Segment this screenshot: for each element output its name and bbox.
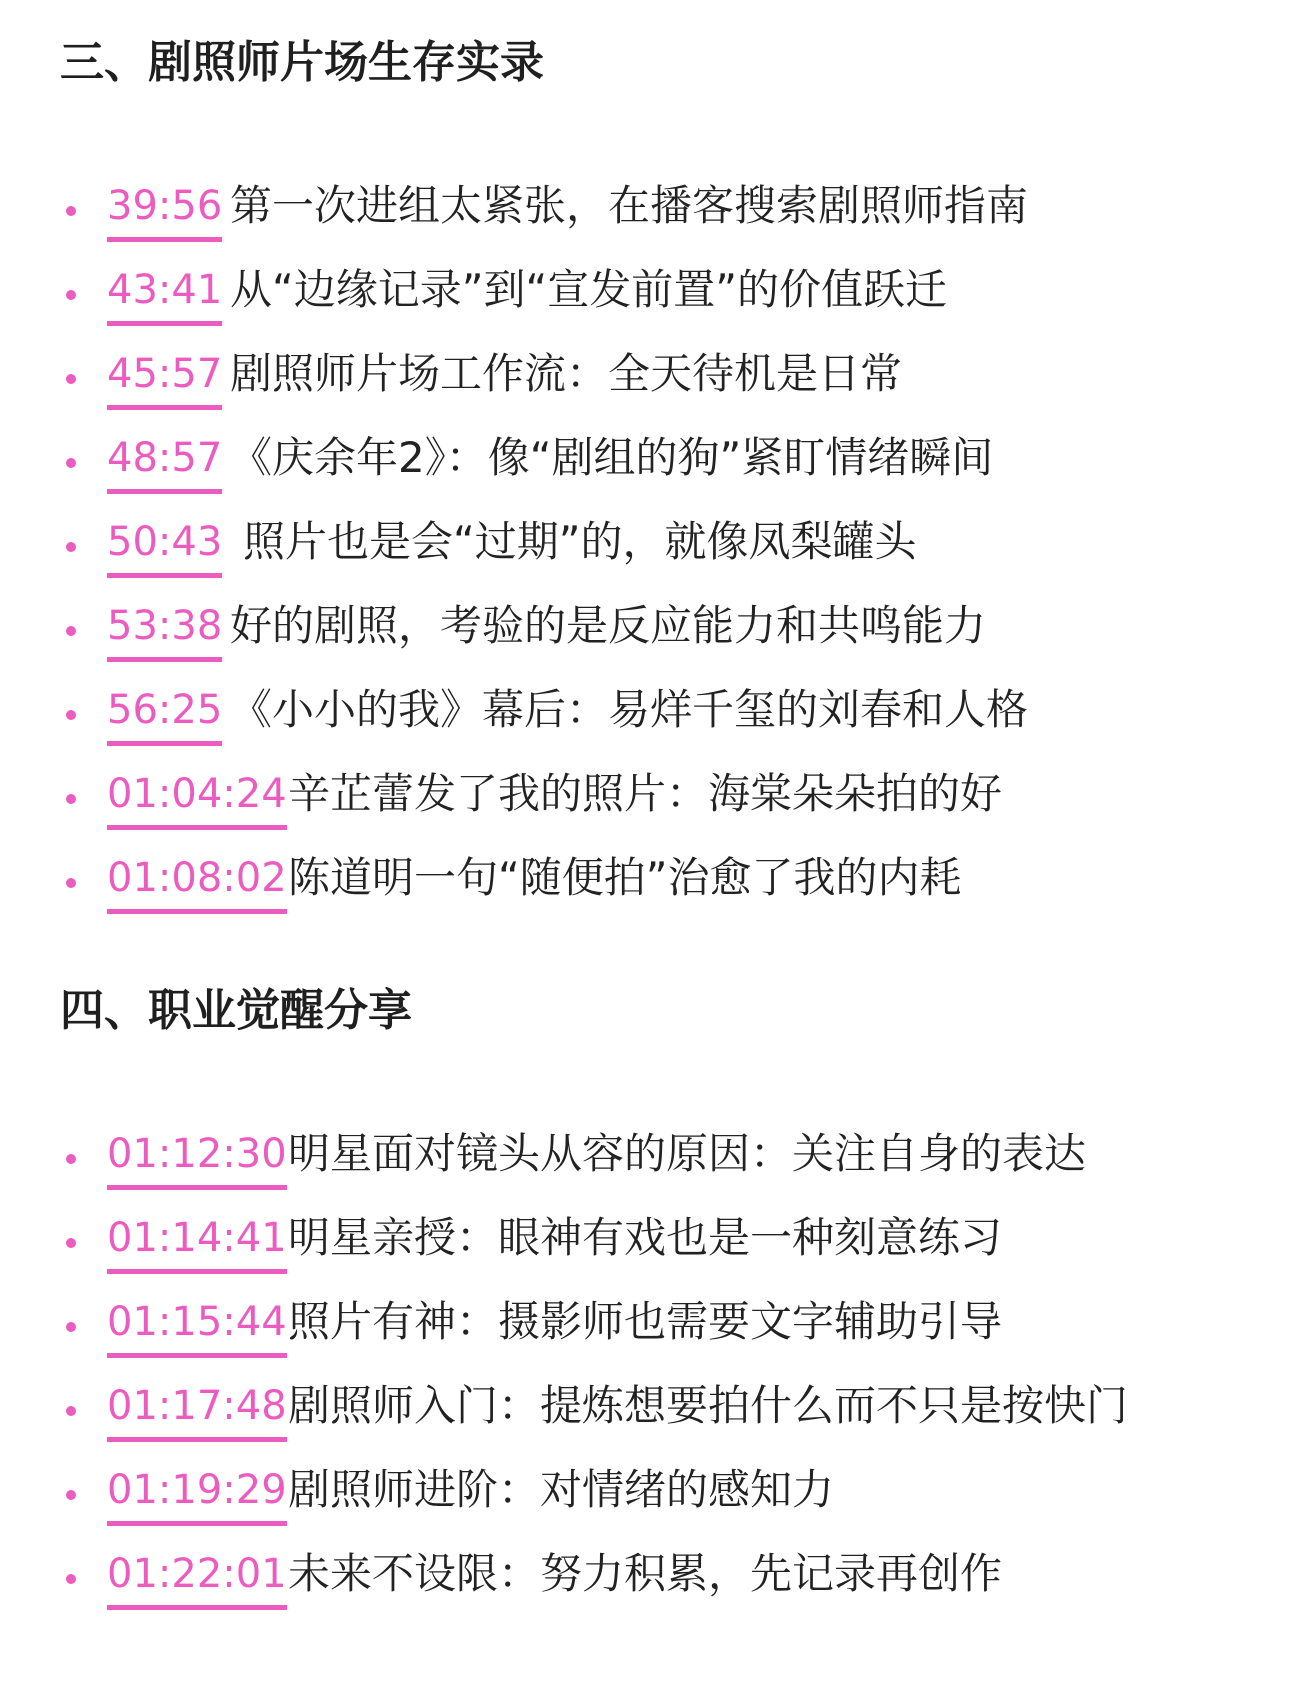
list-item	[0, 1294, 1290, 1378]
chapter-title: 从“边缘记录”到“宣发前置”的价值跃迁	[230, 265, 948, 314]
bullet-icon	[66, 1406, 76, 1416]
timestamp-link[interactable]: 53:38	[107, 598, 222, 662]
chapter-title: 明星亲授：眼神有戏也是一种刻意练习	[288, 1213, 1003, 1262]
chapter-title: 剧照师片场工作流：全天待机是日常	[230, 349, 903, 398]
timestamp-link[interactable]: 01:04:24	[107, 766, 287, 830]
chapter-title: 剧照师进阶：对情绪的感知力	[288, 1465, 835, 1514]
list-item	[0, 514, 1290, 598]
chapter-list	[0, 178, 1290, 934]
chapter-title: 《小小的我》幕后：易烊千玺的刘春和人格	[230, 685, 1029, 734]
timestamp-link[interactable]: 43:41	[107, 262, 222, 326]
bullet-icon	[66, 206, 76, 216]
timestamp-link[interactable]: 56:25	[107, 682, 222, 746]
timestamp-link[interactable]: 45:57	[107, 346, 222, 410]
list-item	[0, 346, 1290, 430]
bullet-icon	[66, 1322, 76, 1332]
timestamp-link[interactable]: 01:22:01	[107, 1546, 287, 1610]
timestamp-link[interactable]: 01:14:41	[107, 1210, 287, 1274]
list-item	[0, 598, 1290, 682]
timestamp-link[interactable]: 39:56	[107, 178, 222, 242]
section-title: 三、剧照师片场生存实录	[60, 37, 544, 88]
bullet-icon	[66, 710, 76, 720]
bullet-icon	[66, 374, 76, 384]
chapter-title: 陈道明一句“随便拍”治愈了我的内耗	[288, 853, 962, 902]
chapter-title: 第一次进组太紧张，在播客搜索剧照师指南	[230, 181, 1029, 230]
list-item	[0, 430, 1290, 514]
chapter-title: 辛芷蕾发了我的照片：海棠朵朵拍的好	[288, 769, 1003, 818]
bullet-icon	[66, 290, 76, 300]
chapter-title: 照片有神：摄影师也需要文字辅助引导	[288, 1297, 1003, 1346]
list-item	[0, 1462, 1290, 1546]
timestamp-link[interactable]: 01:17:48	[107, 1378, 287, 1442]
bullet-icon	[66, 878, 76, 888]
bullet-icon	[66, 626, 76, 636]
list-item	[0, 178, 1290, 262]
list-item	[0, 1210, 1290, 1294]
list-item	[0, 262, 1290, 346]
chapter-title: 照片也是会“过期”的，就像凤梨罐头	[243, 517, 917, 566]
timestamp-link[interactable]: 01:15:44	[107, 1294, 287, 1358]
timestamp-link[interactable]: 50:43	[107, 514, 222, 578]
chapter-title: 剧照师入门：提炼想要拍什么而不只是按快门	[288, 1381, 1129, 1430]
bullet-icon	[66, 1490, 76, 1500]
bullet-icon	[66, 1574, 76, 1584]
section-title: 四、职业觉醒分享	[60, 985, 412, 1036]
chapter-title: 明星面对镜头从容的原因：关注自身的表达	[288, 1129, 1087, 1178]
chapter-title: 未来不设限：努力积累，先记录再创作	[288, 1549, 1003, 1598]
timestamp-link[interactable]: 01:12:30	[107, 1126, 287, 1190]
chapter-title: 好的剧照，考验的是反应能力和共鸣能力	[230, 601, 987, 650]
timestamp-link[interactable]: 48:57	[107, 430, 222, 494]
list-item	[0, 682, 1290, 766]
list-item	[0, 1126, 1290, 1210]
list-item	[0, 1378, 1290, 1462]
timestamp-link[interactable]: 01:19:29	[107, 1462, 287, 1526]
bullet-icon	[66, 1154, 76, 1164]
chapter-title: 《庆余年2》：像“剧组的狗”紧盯情绪瞬间	[230, 433, 994, 482]
bullet-icon	[66, 1238, 76, 1248]
bullet-icon	[66, 794, 76, 804]
list-item	[0, 850, 1290, 934]
chapter-list	[0, 1126, 1290, 1630]
list-item	[0, 766, 1290, 850]
bullet-icon	[66, 542, 76, 552]
list-item	[0, 1546, 1290, 1630]
bullet-icon	[66, 458, 76, 468]
timestamp-link[interactable]: 01:08:02	[107, 850, 287, 914]
